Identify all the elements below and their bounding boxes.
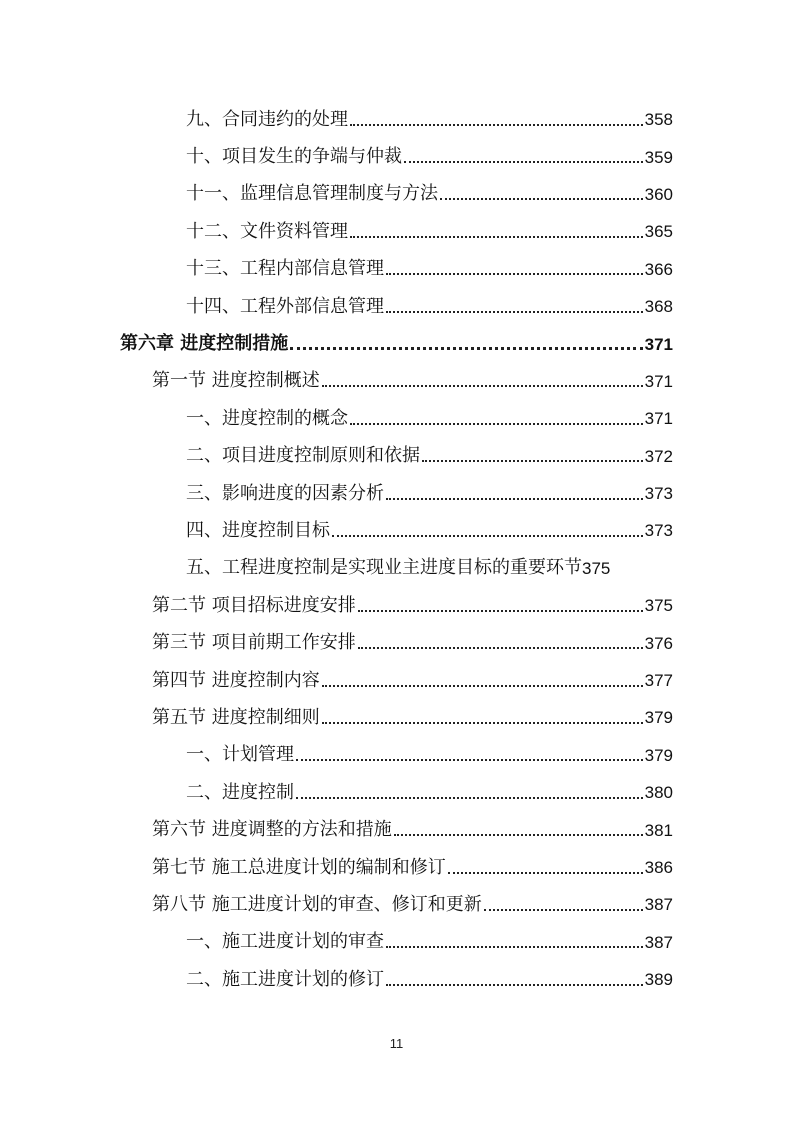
- toc-dot-leader: [358, 634, 643, 652]
- toc-entry-title: 第二节 项目招标进度安排: [152, 594, 356, 616]
- toc-dot-leader: [484, 896, 643, 914]
- toc-entry-title: 一、计划管理: [186, 744, 294, 766]
- toc-dot-leader: [296, 784, 643, 802]
- toc-entry-title: 第四节 进度控制内容: [152, 669, 320, 691]
- toc-item-entry[interactable]: [0, 774, 673, 811]
- toc-entry-page: 373: [644, 484, 673, 504]
- toc-section-entry[interactable]: [0, 624, 673, 661]
- toc-section-entry[interactable]: [0, 886, 673, 923]
- toc-entry-title: 九、合同违约的处理: [186, 108, 348, 130]
- toc-item-entry[interactable]: [0, 512, 673, 549]
- toc-dot-leader: [394, 821, 643, 839]
- toc-entry-title: 第五节 进度控制细则: [152, 706, 320, 728]
- toc-entry-title: 十二、文件资料管理: [186, 220, 348, 242]
- toc-entry-title: 一、施工进度计划的审查: [186, 931, 384, 953]
- toc-entry-title: 第八节 施工进度计划的审查、修订和更新: [152, 893, 482, 915]
- toc-item-entry[interactable]: [0, 176, 673, 213]
- toc-item-entry[interactable]: [0, 400, 673, 437]
- toc-entry-page: 377: [644, 671, 673, 691]
- toc-entry-title: 十一、监理信息管理制度与方法: [186, 183, 438, 205]
- toc-entry-title: 十三、工程内部信息管理: [186, 258, 384, 280]
- toc-entry-title: 二、项目进度控制原则和依据: [186, 445, 420, 467]
- toc-item-entry[interactable]: [0, 251, 673, 288]
- toc-dot-leader: [296, 746, 643, 764]
- toc-entry-page: 387: [644, 895, 673, 915]
- toc-dot-leader: [350, 223, 643, 241]
- toc-item-entry[interactable]: [0, 924, 673, 961]
- toc-dot-leader: [322, 372, 643, 390]
- toc-entry-page: 379: [644, 708, 673, 728]
- page-number: 11: [389, 1036, 404, 1051]
- toc-entry-page: 375: [582, 558, 611, 578]
- toc-dot-leader: [386, 485, 643, 503]
- toc-dot-leader: [322, 672, 643, 690]
- toc-chapter-entry[interactable]: [0, 325, 673, 362]
- toc-dot-leader: [448, 859, 643, 877]
- toc-entry-title: 第一节 进度控制概述: [152, 370, 320, 392]
- toc-entry-page: 371: [644, 371, 673, 391]
- toc-entry-page: 358: [644, 110, 673, 130]
- toc-entry-page: 387: [644, 932, 673, 952]
- toc-dot-leader: [386, 298, 643, 316]
- toc-entry-title: 一、进度控制的概念: [186, 407, 348, 429]
- toc-entry-title: 二、施工进度计划的修订: [186, 968, 384, 990]
- toc-item-entry[interactable]: [0, 550, 673, 587]
- toc-entry-page: 360: [644, 184, 673, 204]
- toc-dot-leader: [422, 447, 643, 465]
- toc-dot-leader: [350, 410, 643, 428]
- toc-dot-leader: [322, 709, 643, 727]
- toc-item-entry[interactable]: [0, 288, 673, 325]
- toc-entry-title: 第六章 进度控制措施: [120, 333, 289, 355]
- toc-entry-title: 第七节 施工总进度计划的编制和修订: [152, 856, 446, 878]
- toc-entry-page: 380: [644, 783, 673, 803]
- toc-entry-title: 第三节 项目前期工作安排: [152, 632, 356, 654]
- toc-entry-title: 二、进度控制: [186, 781, 294, 803]
- toc-entry-page: 359: [644, 147, 673, 167]
- toc-item-entry[interactable]: [0, 213, 673, 250]
- toc-entry-page: 371: [644, 409, 673, 429]
- toc-dot-leader: [350, 111, 643, 129]
- toc-item-entry[interactable]: [0, 438, 673, 475]
- toc-entry-title: 十、项目发生的争端与仲裁: [186, 146, 402, 168]
- toc-entry-page: 375: [644, 596, 673, 616]
- toc-entry-page: 366: [644, 259, 673, 279]
- toc-dot-leader: [386, 260, 643, 278]
- toc-entry-page: 372: [644, 446, 673, 466]
- toc-dot-leader: [404, 148, 643, 166]
- toc-dot-leader: [332, 522, 643, 540]
- toc-dot-leader: [290, 335, 642, 353]
- toc-dot-leader: [440, 185, 643, 203]
- toc-dot-leader: [386, 933, 643, 951]
- toc-entry-page: 373: [644, 521, 673, 541]
- toc-dot-leader: [358, 597, 643, 615]
- toc-entry-title: 四、进度控制目标: [186, 519, 330, 541]
- toc-entry-page: 376: [644, 633, 673, 653]
- toc-entry-page: 381: [644, 820, 673, 840]
- table-of-contents: [0, 101, 793, 998]
- toc-item-entry[interactable]: [0, 475, 673, 512]
- toc-section-entry[interactable]: [0, 699, 673, 736]
- toc-section-entry[interactable]: [0, 662, 673, 699]
- toc-section-entry[interactable]: [0, 587, 673, 624]
- toc-item-entry[interactable]: [0, 101, 673, 138]
- toc-item-entry[interactable]: [0, 138, 673, 175]
- toc-entry-page: 365: [644, 222, 673, 242]
- toc-section-entry[interactable]: [0, 363, 673, 400]
- toc-entry-page: 389: [644, 970, 673, 990]
- toc-section-entry[interactable]: [0, 849, 673, 886]
- toc-section-entry[interactable]: [0, 811, 673, 848]
- toc-item-entry[interactable]: [0, 961, 673, 998]
- toc-entry-title: 三、影响进度的因素分析: [186, 482, 384, 504]
- toc-entry-page: 379: [644, 745, 673, 765]
- toc-entry-title: 第六节 进度调整的方法和措施: [152, 819, 392, 841]
- toc-item-entry[interactable]: [0, 737, 673, 774]
- toc-entry-page: 386: [644, 858, 673, 877]
- toc-entry-title: 五、工程进度控制是实现业主进度目标的重要环节: [186, 557, 582, 579]
- toc-entry-page: 371: [644, 334, 673, 354]
- toc-entry-title: 十四、工程外部信息管理: [186, 295, 384, 317]
- toc-dot-leader: [386, 971, 643, 989]
- toc-entry-page: 368: [644, 297, 673, 317]
